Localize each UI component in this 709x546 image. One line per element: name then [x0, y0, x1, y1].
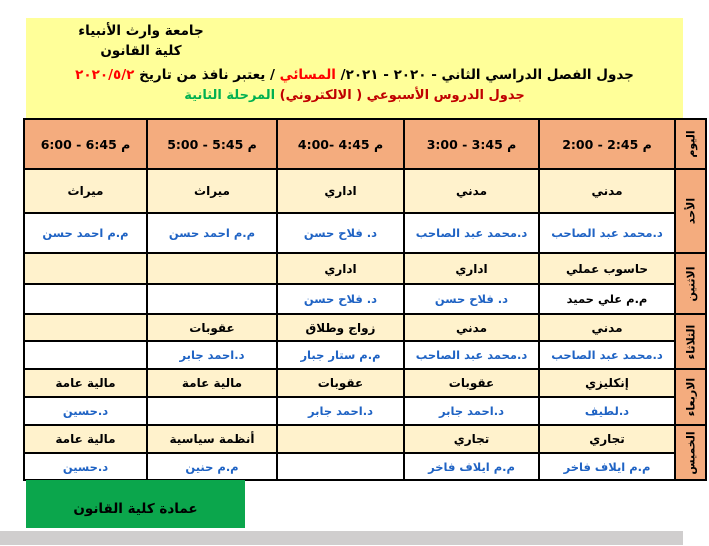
subject-cell: ميراث: [147, 169, 277, 213]
subject-cell: تجاري: [539, 425, 675, 453]
teacher-cell: د.احمد جابر: [147, 341, 277, 369]
teacher-cell: د.حسين: [24, 453, 147, 480]
dean-label: عمادة كلية القانون: [73, 501, 198, 517]
day-name-label: الاربعاء: [684, 377, 697, 417]
effective-date: ٢٠٢٠/٥/٢: [75, 67, 135, 83]
day-column-header-cell: [675, 119, 706, 169]
subject-cell: مدني: [404, 314, 539, 341]
teacher-cell: م.م احمد حسن: [24, 213, 147, 253]
time-header-cell-2: 3:00 - 3:45 م: [404, 119, 539, 169]
evening-label: المسائي: [279, 67, 336, 83]
day-name-cell: [675, 169, 706, 253]
subject-cell: [147, 253, 277, 284]
teacher-cell: د. فلاح حسن: [277, 284, 404, 314]
teacher-cell: م.م حنين: [147, 453, 277, 480]
subject-cell: اداري: [404, 253, 539, 284]
teacher-cell: م.م احمد حسن: [147, 213, 277, 253]
subject-cell: زواج وطلاق: [277, 314, 404, 341]
stage-label: المرحلة الثانية: [184, 88, 276, 103]
subject-cell: مالية عامة: [24, 369, 147, 397]
subject-cell: مدني: [404, 169, 539, 213]
weekly-line: [26, 86, 683, 106]
teacher-cell: د.لطيف: [539, 397, 675, 425]
teacher-cell: م.م ايلاف فاخر: [539, 453, 675, 480]
subject-cell: عقوبات: [277, 369, 404, 397]
day-column-header-label: اليوم: [684, 130, 697, 158]
subject-cell: اداري: [277, 253, 404, 284]
teacher-cell: د.محمد عبد الصاحب: [404, 341, 539, 369]
teacher-cell: د. فلاح حسن: [404, 284, 539, 314]
university-block: [41, 18, 241, 61]
day-name-cell: [675, 253, 706, 314]
day-name-label: الاثنين: [684, 266, 697, 301]
subject-cell: عقوبات: [147, 314, 277, 341]
weekly-schedule-label: جدول الدروس الأسبوعي ( الالكتروني): [275, 88, 525, 103]
teacher-cell: د. فلاح حسن: [277, 213, 404, 253]
teacher-cell: م.م علي حميد: [539, 284, 675, 314]
subject-cell: مدني: [539, 314, 675, 341]
time-header-cell-1: 2:00 - 2:45 م: [539, 119, 675, 169]
subject-cell: مالية عامة: [147, 369, 277, 397]
teacher-cell: د.حسين: [24, 397, 147, 425]
header-band: [26, 18, 683, 118]
semester-text: جدول الفصل الدراسي الثاني - ٢٠٢٠ - ٢٠٢١/: [335, 67, 634, 83]
teacher-cell: [277, 453, 404, 480]
subject-cell: [24, 253, 147, 284]
teacher-cell: د.احمد جابر: [277, 397, 404, 425]
day-name-label: الأحد: [684, 197, 697, 225]
teacher-cell: م.م ايلاف فاخر: [404, 453, 539, 480]
subject-cell: إنكليزي: [539, 369, 675, 397]
schedule-table: [23, 118, 707, 481]
college-name: كلية القانون: [100, 43, 182, 59]
teacher-cell: [147, 397, 277, 425]
dean-box: [26, 480, 245, 528]
teacher-cell: د.محمد عبد الصاحب: [404, 213, 539, 253]
teacher-cell: د.احمد جابر: [404, 397, 539, 425]
day-name-label: الثلاثاء: [684, 324, 697, 359]
subject-cell: اداري: [277, 169, 404, 213]
time-header-cell-5: 6:00 - 6:45 م: [24, 119, 147, 169]
subject-cell: عقوبات: [404, 369, 539, 397]
subject-cell: [277, 425, 404, 453]
teacher-cell: [147, 284, 277, 314]
teacher-cell: [24, 341, 147, 369]
day-name-label: الخميس: [684, 430, 697, 475]
teacher-cell: [24, 284, 147, 314]
subject-cell: مدني: [539, 169, 675, 213]
subject-cell: حاسوب عملي: [539, 253, 675, 284]
university-name: جامعة وارث الأنبياء: [78, 23, 204, 39]
day-name-cell: [675, 425, 706, 480]
subject-cell: تجاري: [404, 425, 539, 453]
subject-cell: ميراث: [24, 169, 147, 213]
day-name-cell: [675, 314, 706, 369]
semester-line: [26, 64, 683, 86]
time-header-cell-4: 5:00 - 5:45 م: [147, 119, 277, 169]
subject-cell: [24, 314, 147, 341]
day-name-cell: [675, 369, 706, 425]
horizontal-scrollbar-track[interactable]: [0, 531, 683, 545]
subject-cell: مالية عامة: [24, 425, 147, 453]
effective-text: / يعتبر نافذ من تاريخ: [134, 67, 280, 83]
subject-cell: أنظمة سياسية: [147, 425, 277, 453]
teacher-cell: د.محمد عبد الصاحب: [539, 341, 675, 369]
teacher-cell: د.محمد عبد الصاحب: [539, 213, 675, 253]
time-header-cell-3: 4:00- 4:45 م: [277, 119, 404, 169]
teacher-cell: م.م ستار جبار: [277, 341, 404, 369]
